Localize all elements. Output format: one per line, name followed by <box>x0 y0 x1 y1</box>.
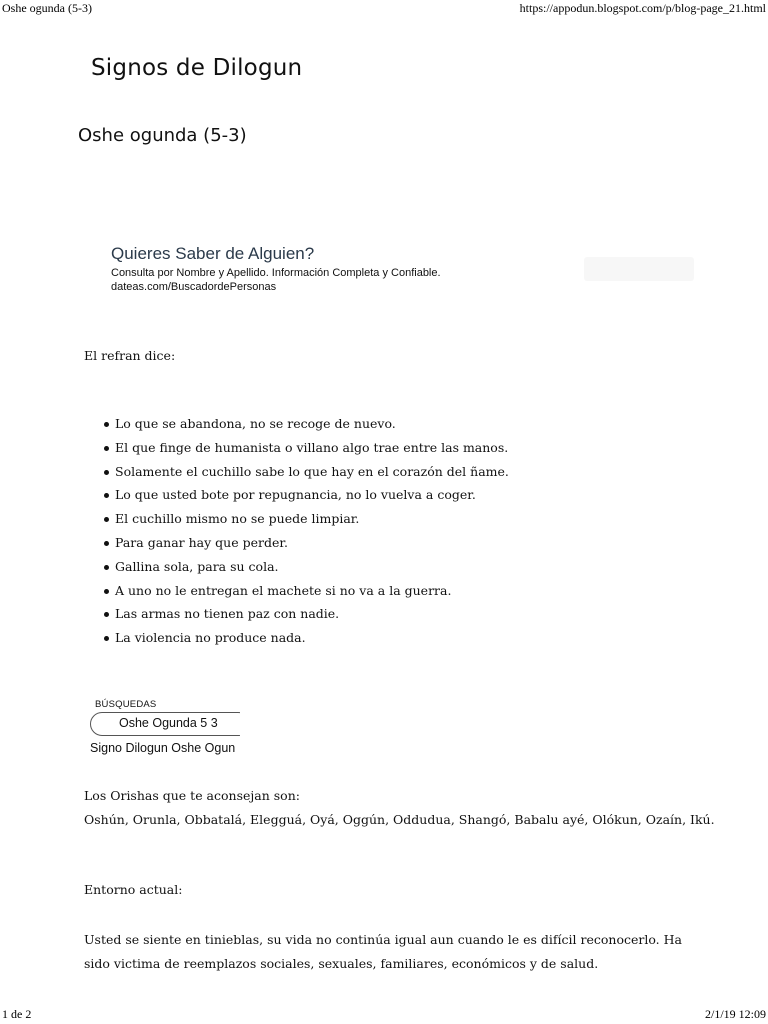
list-item: Gallina sola, para su cola. <box>100 558 509 582</box>
list-item: A uno no le entregan el machete si no va a la guerra. <box>100 582 509 606</box>
ad-banner[interactable] <box>96 232 706 302</box>
list-item: El cuchillo mismo no se puede limpiar. <box>100 510 509 534</box>
entorno-label: Entorno actual: <box>84 882 183 897</box>
print-footer <box>0 1006 768 1024</box>
ad-url[interactable]: dateas.com/BuscadordePersonas <box>111 281 277 293</box>
print-datetime: 2/1/19 12:09 <box>704 1007 766 1021</box>
sayings-list <box>100 415 509 653</box>
related-searches <box>90 697 240 755</box>
orishas-list: Oshún, Orunla, Obbatalá, Elegguá, Oyá, Oggún, Oddudua, Shangó, Babalu ayé, Olókun, Ozaín, Ikú. <box>84 812 715 827</box>
page-number: 1 de 2 <box>2 1007 32 1021</box>
list-item: Solamente el cuchillo sabe lo que hay en el corazón del ñame. <box>100 463 509 487</box>
list-item: Para ganar hay que perder. <box>100 534 509 558</box>
entorno-paragraph: Usted se siente en tinieblas, su vida no continúa igual aun cuando le es difícil reconocerlo. Ha sido victima de reemplazos sociales, sexuales, familiares, económicos y de salud. <box>84 932 682 971</box>
list-item: Las armas no tienen paz con nadie. <box>100 605 509 629</box>
list-item: El que finge de humanista o villano algo trae entre las manos. <box>100 439 509 463</box>
search-suggestion-2[interactable]: Signo Dilogun Oshe Ogun <box>90 741 236 755</box>
list-item: Lo que se abandona, no se recoge de nuevo. <box>100 415 509 439</box>
site-title[interactable]: Signos de Dilogun <box>91 55 303 81</box>
post-title: Oshe ogunda (5-3) <box>78 125 247 146</box>
saying-label: El refran dice: <box>84 348 176 363</box>
orishas-label: Los Orishas que te aconsejan son: <box>84 788 300 803</box>
list-item: La violencia no produce nada. <box>100 629 509 653</box>
ad-title[interactable]: Quieres Saber de Alguien? <box>111 244 315 263</box>
print-header-url: https://appodun.blogspot.com/p/blog-page_21.html <box>519 1 766 15</box>
search-suggestion-label[interactable]: Oshe Ogunda 5 3 <box>119 716 218 730</box>
related-searches-label: BÚSQUEDAS <box>95 699 157 710</box>
list-item: Lo que usted bote por repugnancia, no lo vuelva a coger. <box>100 486 509 510</box>
ad-description: Consulta por Nombre y Apellido. Información Completa y Confiable. <box>111 267 441 279</box>
print-header-title: Oshe ogunda (5-3) <box>2 1 92 15</box>
ad-open-button[interactable] <box>584 257 694 281</box>
print-header <box>0 0 768 16</box>
